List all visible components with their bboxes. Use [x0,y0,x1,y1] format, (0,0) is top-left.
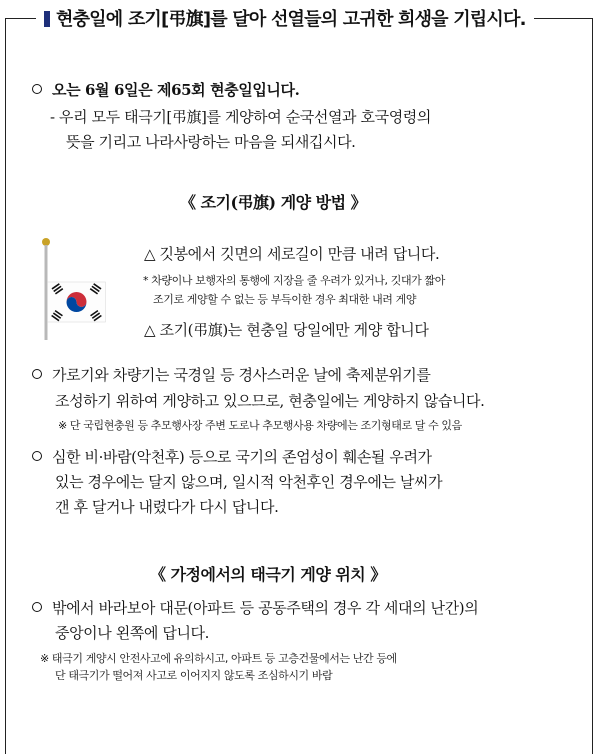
intro-line-1: 오는 6월 6일은 제65회 현충일입니다. [52,81,300,99]
circle-bullet-icon [32,602,42,612]
home-header: 《 가정에서의 태극기 게양 위치 》 [150,565,386,584]
title-marker-icon [44,11,50,27]
intro-item [32,79,299,100]
method-step-2: △ 조기(弔旗)는 현충일 당일에만 게양 합니다 [144,321,429,339]
method-note-line-2: 조기로 게양할 수 없는 등 부득이한 경우 최대한 내려 게양 [153,293,417,306]
home-note-line-1: ※ 태극기 게양시 안전사고에 유의하시고, 아파트 등 고층건물에서는 난간 등에 [40,652,397,665]
home-note-line-2: 단 태극기가 떨어져 사고로 이어지지 않도록 조심하시기 바람 [55,669,333,682]
street-line-1: 가로기와 차량기는 국경일 등 경사스러운 날에 축제분위기를 [52,366,431,384]
page-title [36,6,534,34]
street-note: ※ 단 국립현충원 등 추모행사장 주변 도로나 추모행사용 차량에는 조기형태로 달 수 있음 [58,419,462,432]
taegukgi-flag-icon [34,234,118,340]
method-step-1: △ 깃봉에서 깃면의 세로길이 만큼 내려 답니다. [144,245,440,263]
circle-bullet-icon [32,369,42,379]
half-mast-flag-illustration [34,234,118,340]
intro-line-2: - 우리 모두 태극기[弔旗]를 게양하여 순국선열과 호국영령의 [50,108,431,126]
home-item [32,597,478,618]
home-line-1: 밖에서 바라보아 대문(아파트 등 공동주택의 경우 각 세대의 난간)의 [52,599,479,617]
intro-line-3: 뜻을 기리고 나라사랑하는 마음을 되새깁시다. [66,133,356,151]
street-item [32,364,430,385]
weather-line-1: 심한 비·바람(악천후) 등으로 국기의 존엄성이 훼손될 우려가 [52,448,432,466]
home-line-2: 중앙이나 왼쪽에 답니다. [55,624,210,642]
method-note-line-1: * 차량이나 보행자의 통행에 지장을 줄 우려가 있거나, 깃대가 짧아 [143,274,445,287]
document-frame [5,18,593,754]
circle-bullet-icon [32,451,42,461]
weather-item [32,446,432,467]
weather-line-2: 있는 경우에는 달지 않으며, 일시적 악천후인 경우에는 날씨가 [55,473,443,491]
weather-line-3: 갠 후 달거나 내렸다가 다시 답니다. [55,498,279,516]
method-header: 《 조기(弔旗) 게양 방법 》 [180,193,367,212]
circle-bullet-icon [32,84,42,94]
street-line-2: 조성하기 위하여 게양하고 있으므로, 현충일에는 게양하지 않습니다. [55,392,485,410]
page-title-text: 현충일에 조기[弔旗]를 달아 선열들의 고귀한 희생을 기립시다. [56,9,526,30]
